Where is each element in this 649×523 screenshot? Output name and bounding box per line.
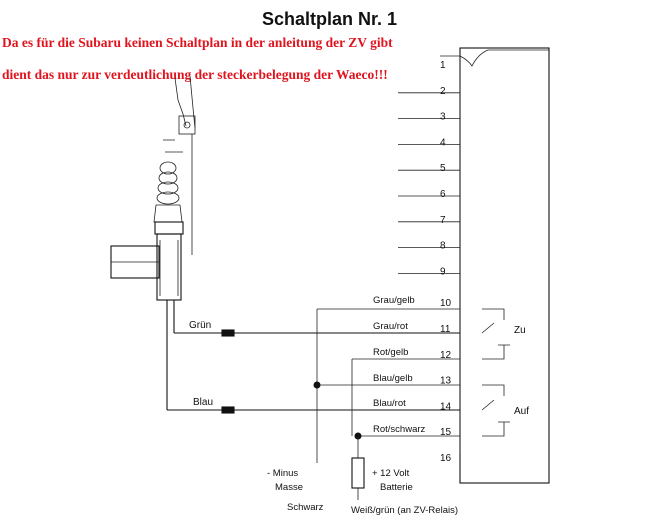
pin-number-5: 5 bbox=[440, 163, 446, 175]
pin-number-1: 1 bbox=[440, 60, 446, 71]
pin-number-4: 4 bbox=[440, 137, 446, 149]
relay-auf bbox=[482, 385, 529, 436]
label-blau: Blau bbox=[193, 397, 214, 408]
minus-label-line2: Masse bbox=[275, 482, 303, 493]
wire-label-pin10: Grau/gelb bbox=[373, 295, 415, 306]
pin-number-6: 6 bbox=[440, 189, 446, 200]
pin-number-10: 10 bbox=[440, 298, 452, 310]
weiss-gruen-label: Weiß/grün (an ZV-Relais) bbox=[351, 505, 458, 516]
note-line-2: dient das nur zur verdeutlichung der steckerbelegung der Waeco!!! bbox=[2, 67, 388, 82]
plus-label-line2: Batterie bbox=[380, 482, 413, 493]
pin-number-2: 2 bbox=[440, 85, 446, 97]
relay-zu bbox=[482, 309, 526, 359]
pin-number-3: 3 bbox=[440, 111, 446, 123]
ground-bus bbox=[314, 309, 461, 463]
pin-number-16: 16 bbox=[440, 453, 452, 464]
pin-number-7: 7 bbox=[440, 214, 446, 226]
pin-number-9: 9 bbox=[440, 266, 446, 278]
door-lock-actuator bbox=[111, 76, 195, 410]
wire-label-pin15: Rot/schwarz bbox=[373, 424, 426, 435]
note-line-1: Da es für die Subaru keinen Schaltplan in der anleitung der ZV gibt bbox=[2, 35, 393, 50]
connector-block bbox=[460, 48, 549, 483]
wire-label-pin14: Blau/rot bbox=[373, 398, 406, 409]
relay-auf-label: Auf bbox=[514, 406, 530, 417]
pin-number-12: 12 bbox=[440, 349, 452, 361]
pin-number-14: 14 bbox=[440, 401, 452, 413]
label-gruen: Grün bbox=[189, 320, 212, 331]
plus-label-line1: + 12 Volt bbox=[372, 468, 410, 479]
pin-number-8: 8 bbox=[440, 240, 446, 252]
relay-zu-label: Zu bbox=[514, 325, 526, 336]
pin-group bbox=[398, 60, 460, 464]
pin-number-11: 11 bbox=[440, 324, 451, 335]
wire-label-pin12: Rot/gelb bbox=[373, 347, 409, 358]
schwarz-label: Schwarz bbox=[287, 502, 324, 513]
wire-label-pin13: Blau/gelb bbox=[373, 373, 413, 384]
motor-wire-blau bbox=[167, 397, 460, 413]
pin-number-15: 15 bbox=[440, 427, 452, 439]
wire-label-pin11: Grau/rot bbox=[373, 321, 408, 332]
minus-label-line1: - Minus bbox=[267, 468, 299, 479]
fuse-holder bbox=[352, 458, 364, 488]
diagram-title: Schaltplan Nr. 1 bbox=[262, 9, 398, 29]
connector-top-notch bbox=[460, 50, 549, 66]
pin-number-13: 13 bbox=[440, 375, 452, 387]
